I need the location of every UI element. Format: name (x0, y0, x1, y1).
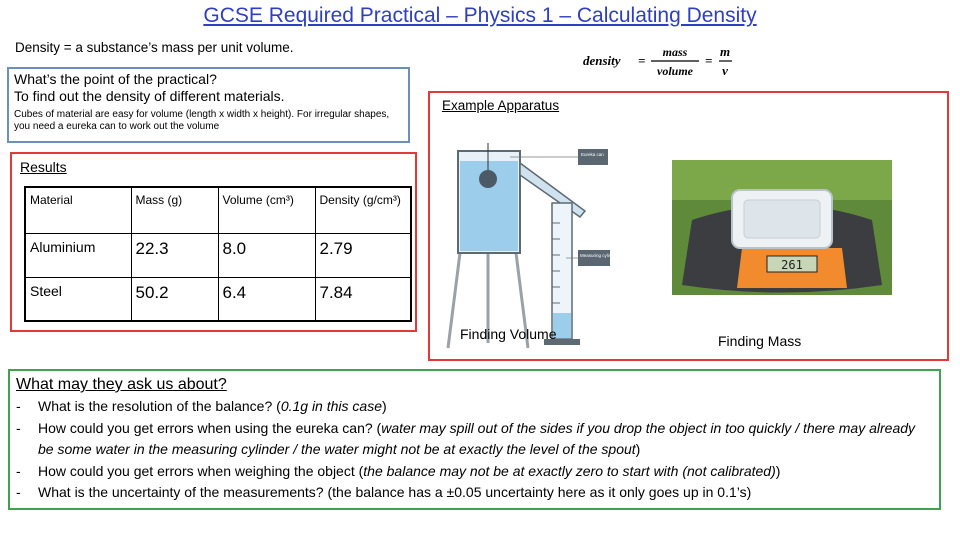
cell-mass: 22.3 (131, 233, 218, 277)
balance-display: 261 (781, 258, 803, 272)
list-item: - What is the resolution of the balance? (0.1g in this case) (16, 396, 933, 418)
cell-material: Aluminium (25, 233, 131, 277)
formula-volume: volume (657, 64, 693, 78)
results-header-row (25, 187, 411, 233)
table-row (25, 233, 411, 277)
table-row (25, 277, 411, 321)
header-density: Density (g/cm³) (315, 187, 411, 233)
list-item: - How could you get errors when weighing the object (the balance may not be at exactly zero to start with (not calibrated)) (16, 461, 933, 483)
eureka-can-label: Eureka can (581, 152, 604, 157)
cell-volume: 8.0 (218, 233, 315, 277)
finding-volume-caption: Finding Volume (460, 326, 557, 342)
purpose-question: What’s the point of the practical? (14, 71, 217, 87)
questions-list (16, 396, 933, 504)
cell-volume: 6.4 (218, 277, 315, 321)
apparatus-box (428, 91, 949, 361)
practical-purpose-box (7, 67, 410, 143)
density-formula (583, 44, 763, 84)
header-mass: Mass (g) (131, 187, 218, 233)
header-material: Material (25, 187, 131, 233)
formula-v: v (722, 63, 728, 78)
purpose-note: Cubes of material are easy for volume (length x width x height). For irregular shapes, you need a eureka can to work out the volume (14, 109, 390, 132)
header-volume: Volume (cm³) (218, 187, 315, 233)
formula-lhs: density (583, 53, 621, 68)
purpose-answer: To find out the density of different materials. (14, 88, 285, 104)
cell-density: 2.79 (315, 233, 411, 277)
density-definition: Density = a substance’s mass per unit volume. (15, 40, 294, 55)
list-item: - How could you get errors when using the eureka can? (water may spill out of the sides if you drop the object in too quickly / there may already be some water in the measuring cylinder / the water might not be at exactly the level of the spout) (16, 418, 933, 461)
finding-mass-caption: Finding Mass (718, 333, 802, 349)
list-item: - What is the uncertainty of the measurements? (the balance has a ±0.05 uncertainty here as it only goes up in 0.1’s) (16, 482, 933, 504)
balance-photo (672, 160, 892, 295)
svg-text:=: = (638, 53, 646, 68)
cell-mass: 50.2 (131, 277, 218, 321)
cell-material: Steel (25, 277, 131, 321)
formula-mass: mass (662, 45, 688, 59)
questions-title: What may they ask us about? (16, 376, 227, 393)
results-box (10, 152, 417, 332)
page-title: GCSE Required Practical – Physics 1 – Calculating Density (203, 4, 757, 27)
results-title: Results (20, 159, 67, 175)
svg-text:=: = (705, 53, 713, 68)
cell-density: 7.84 (315, 277, 411, 321)
apparatus-title: Example Apparatus (442, 98, 560, 113)
results-table (24, 186, 412, 322)
formula-m: m (719, 44, 731, 59)
exam-questions-box (8, 369, 941, 510)
cylinder-label: Measuring cylinder (580, 253, 618, 258)
